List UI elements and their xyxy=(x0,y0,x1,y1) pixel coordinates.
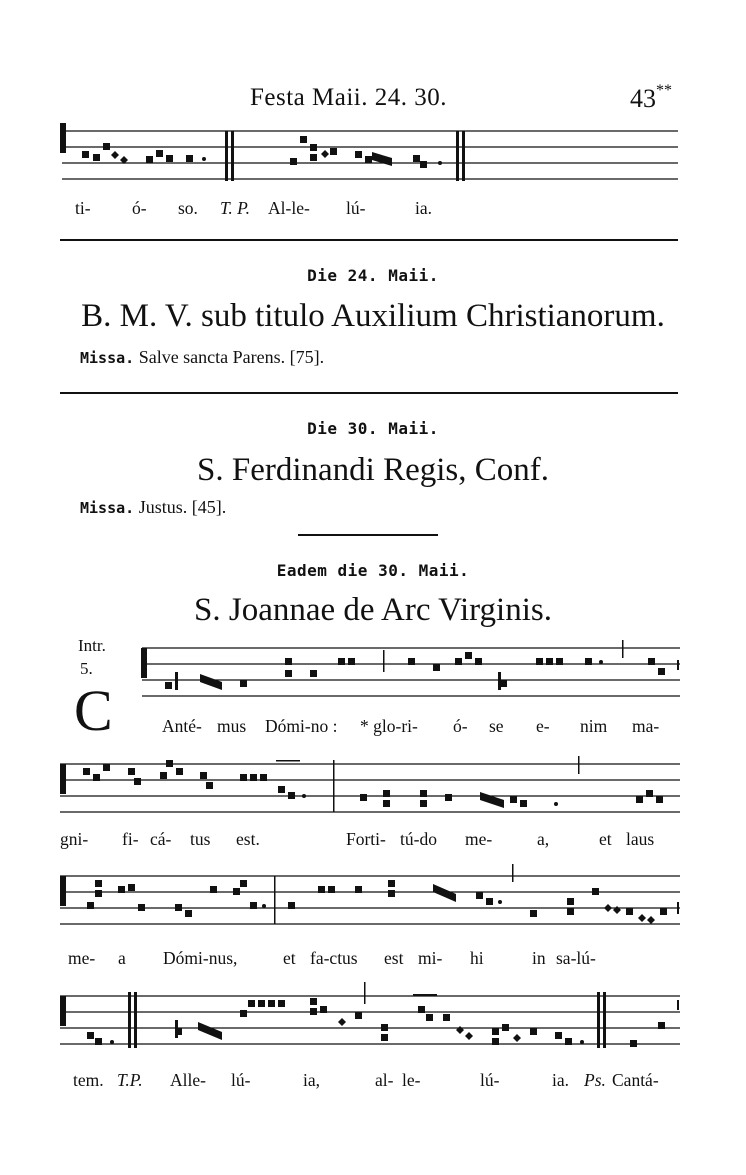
lyric-syllable: lú- xyxy=(231,1070,251,1090)
lyric-syllable: lú- xyxy=(480,1070,500,1090)
lyric-syllable: e- xyxy=(536,716,550,736)
missa-reference xyxy=(80,497,226,518)
lyric-syllable: Al-le- xyxy=(268,198,310,218)
chant-staff-top xyxy=(0,118,746,198)
lyric-syllable: ia, xyxy=(303,1070,321,1090)
introit-mode: 5. xyxy=(80,659,93,678)
section-divider xyxy=(60,392,678,394)
lyric-syllable: a xyxy=(118,948,126,968)
lyric-syllable: ia. xyxy=(415,198,433,218)
lyric-syllable: est. xyxy=(236,829,260,849)
lyric-syllable: me- xyxy=(68,948,96,968)
lyric-syllable: mi- xyxy=(418,948,443,968)
lyric-syllable: et xyxy=(283,948,296,968)
lyric-syllable: sa-lú- xyxy=(556,948,596,968)
lyric-syllable: T. P. xyxy=(220,198,250,218)
lyric-syllable: Forti- xyxy=(346,829,386,849)
lyric-syllable: * glo-ri- xyxy=(360,716,418,736)
chant-staff-3 xyxy=(0,862,746,942)
page-number-suffix: ** xyxy=(656,82,672,100)
missa-reference xyxy=(80,347,324,368)
lyric-syllable: tem. xyxy=(73,1070,104,1090)
lyric-syllable: ó- xyxy=(132,198,147,218)
chant-staff-4 xyxy=(0,982,746,1062)
lyric-syllable: me- xyxy=(465,829,493,849)
section-divider xyxy=(60,239,678,241)
lyric-syllable: gni- xyxy=(60,829,89,849)
lyric-syllable: in xyxy=(532,948,546,968)
feast-date: Die 30. Maii. xyxy=(307,419,439,438)
introit-label: Intr. xyxy=(78,636,106,655)
running-header-title: Festa Maii. 24. 30. xyxy=(250,84,447,111)
page-number xyxy=(630,84,672,114)
lyric-syllable: mus xyxy=(217,716,247,736)
missa-label: Missa. xyxy=(80,499,135,517)
feast-title: S. Ferdinandi Regis, Conf. xyxy=(197,452,549,488)
chant-staff-2 xyxy=(0,756,746,826)
short-divider xyxy=(298,534,438,536)
feast-title: B. M. V. sub titulo Auxilium Christianorum. xyxy=(81,298,665,334)
lyric-syllable: ó- xyxy=(453,716,468,736)
page-number-value: 43 xyxy=(630,84,656,113)
lyric-syllable: tú-do xyxy=(400,829,437,849)
feast-date: Eadem die 30. Maii. xyxy=(276,561,470,580)
lyric-syllable: Dómi-nus, xyxy=(163,948,238,968)
lyric-syllable: so. xyxy=(178,198,198,218)
missa-text: Salve sancta Parens. [75]. xyxy=(138,347,325,367)
lyric-syllable: ma- xyxy=(632,716,660,736)
lyric-syllable: a, xyxy=(537,829,550,849)
lyric-syllable: cá- xyxy=(150,829,172,849)
lyric-syllable: le- xyxy=(402,1070,421,1090)
feast-title: S. Joannae de Arc Virginis. xyxy=(194,592,552,628)
missa-label: Missa. xyxy=(80,349,135,367)
lyric-syllable: ti- xyxy=(75,198,91,218)
lyric-syllable: Dómi-no : xyxy=(265,716,338,736)
lyric-syllable: ia. xyxy=(552,1070,570,1090)
lyric-syllable: fa-ctus xyxy=(310,948,358,968)
lyric-syllable: hi xyxy=(470,948,484,968)
lyric-syllable: T.P. xyxy=(117,1070,143,1090)
lyric-syllable: fi- xyxy=(122,829,139,849)
lyric-syllable: Ps. xyxy=(584,1070,606,1090)
lyric-syllable: laus xyxy=(626,829,655,849)
lyric-syllable: et xyxy=(599,829,612,849)
lyric-syllable: Alle- xyxy=(170,1070,206,1090)
initial-letter: C xyxy=(74,678,113,743)
chant-staff-1 xyxy=(0,640,746,710)
lyric-syllable: est xyxy=(384,948,404,968)
lyric-syllable: lú- xyxy=(346,198,366,218)
lyric-syllable: nim xyxy=(580,716,608,736)
missa-text: Justus. [45]. xyxy=(138,497,227,517)
lyric-syllable: Cantá- xyxy=(612,1070,659,1090)
lyric-syllable: se xyxy=(489,716,504,736)
lyric-syllable: Anté- xyxy=(162,716,202,736)
lyric-syllable: al- xyxy=(375,1070,394,1090)
lyric-syllable: tus xyxy=(190,829,211,849)
feast-date: Die 24. Maii. xyxy=(307,266,439,285)
